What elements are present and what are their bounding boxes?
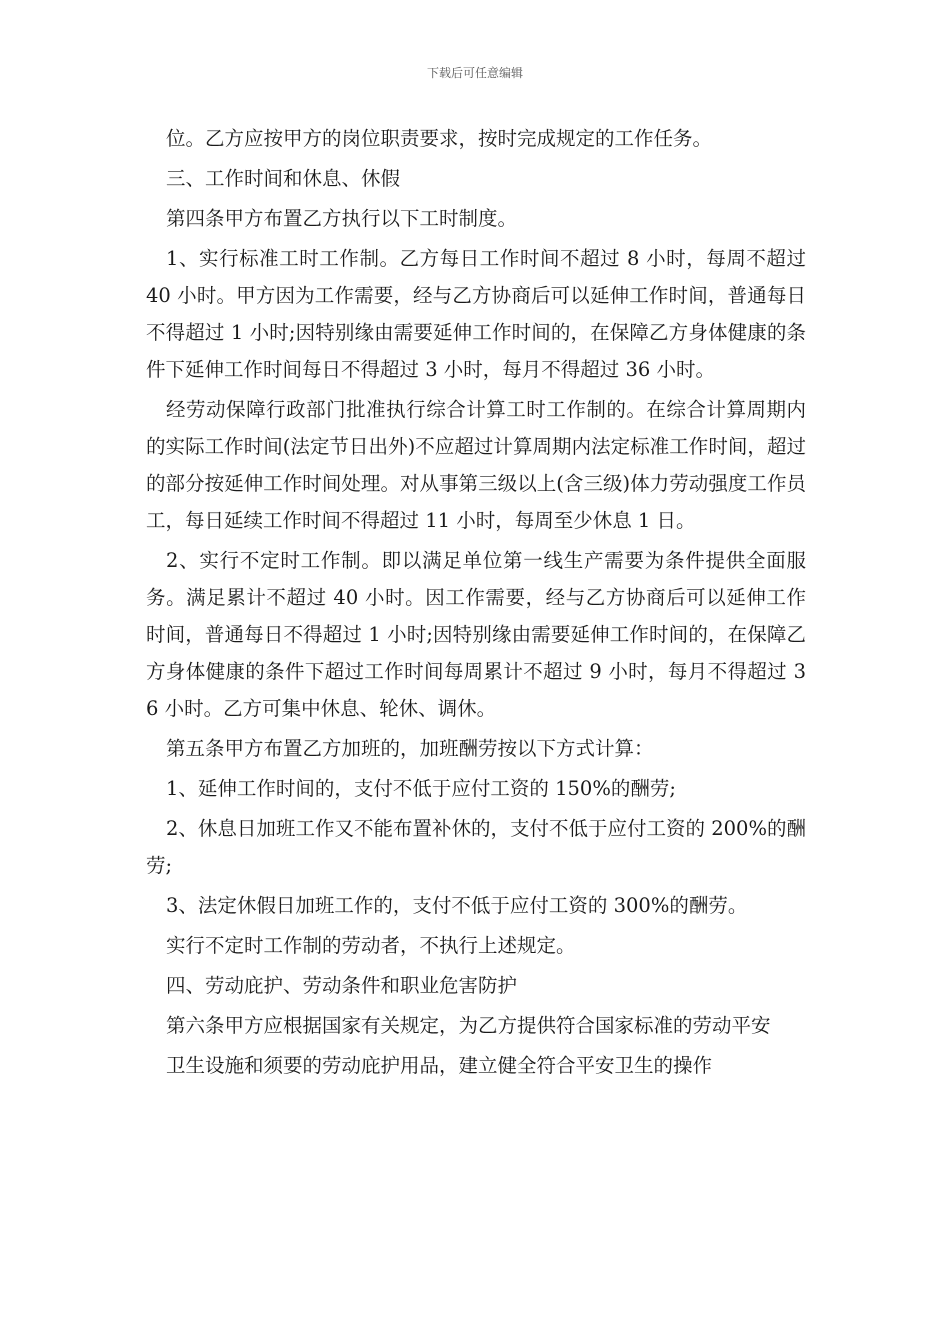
article-heading: 第五条甲方布置乙方加班的，加班酬劳按以下方式计算： [166, 737, 654, 760]
paragraph: 实行不定时工作制的劳动者，不执行上述规定。 [166, 934, 576, 957]
document-body [146, 120, 813, 1087]
paragraph: 1、实行标准工时工作制。乙方每日工作时间不超过 8 小时，每周不超过 40 小时。甲方因为工作需要，经与乙方协商后可以延伸工作时间，普通每日不得超过 1 小时;因特别缘由需要延伸工作时间的，在保障乙方身体健康的条件下延伸工作时间每日不得超过 3 小时，每月不得超过 36 小时。 [146, 247, 813, 381]
list-item: 3、法定休假日加班工作的，支付不低于应付工资的 300%的酬劳。 [166, 894, 748, 917]
list-item: 2、休息日加班工作又不能布置补休的，支付不低于应付工资的 200%的酬劳; [146, 817, 806, 877]
list-item: 1、延伸工作时间的，支付不低于应付工资的 150%的酬劳; [166, 777, 676, 800]
paragraph: 位。乙方应按甲方的岗位职责要求，按时完成规定的工作任务。 [166, 127, 713, 150]
paragraph: 2、实行不定时工作制。即以满足单位第一线生产需要为条件提供全面服务。满足累计不超过 40 小时。因工作需要，经与乙方协商后可以延伸工作时间，普通每日不得超过 1 小时;因特别缘由需要延伸工作时间的，在保障乙方身体健康的条件下超过工作时间每周累计不超过 9 小时，每月不得超过 36 小时。乙方可集中休息、轮休、调休。 [146, 549, 806, 720]
paragraph: 经劳动保障行政部门批准执行综合计算工时工作制的。在综合计算周期内的实际工作时间(法定节日出外)不应超过计算周期内法定标准工作时间，超过的部分按延伸工作时间处理。对从事第三级以上(含三级)体力劳动强度工作员工，每日延续工作时间不得超过 11 小时，每周至少休息 1 日。 [146, 398, 806, 532]
section-heading: 三、工作时间和休息、休假 [166, 167, 401, 190]
page-header: 下载后可任意编辑 [426, 66, 523, 80]
article-heading: 第四条甲方布置乙方执行以下工时制度。 [166, 207, 518, 230]
paragraph: 卫生设施和须要的劳动庇护用品，建立健全符合平安卫生的操作 [166, 1054, 713, 1077]
article-heading: 第六条甲方应根据国家有关规定，为乙方提供符合国家标准的劳动平安 [166, 1014, 771, 1037]
section-heading: 四、劳动庇护、劳动条件和职业危害防护 [166, 974, 518, 997]
